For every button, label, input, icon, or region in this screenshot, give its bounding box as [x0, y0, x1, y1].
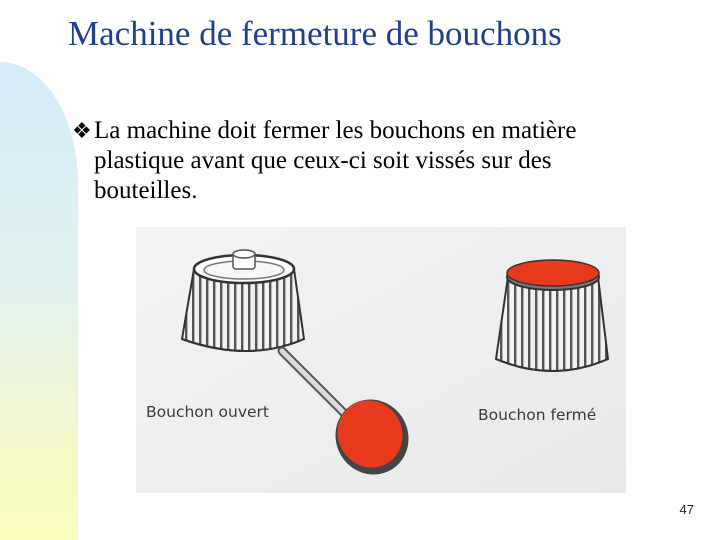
bullet-text-line-3: bouteilles.: [94, 177, 198, 204]
cap-illustration: [136, 227, 626, 493]
cap-illustration-svg: [136, 227, 626, 493]
diamond-bullet-icon: ❖: [72, 119, 92, 144]
bullet-text-line-2: plastique avant que ceux-ci soit vissés sur des: [94, 147, 552, 174]
slide-title: Machine de fermeture de bouchons: [68, 14, 562, 53]
label-closed-cap: Bouchon fermé: [478, 406, 597, 424]
page-number: 47: [679, 502, 694, 517]
closed-cap: [496, 260, 608, 371]
decorative-side-band: [0, 62, 78, 540]
open-cap: [182, 250, 304, 351]
label-open-cap: Bouchon ouvert: [146, 403, 269, 421]
bullet-point: [72, 116, 672, 206]
bullet-text-line-1: La machine doit fermer les bouchons en matière: [94, 117, 577, 144]
